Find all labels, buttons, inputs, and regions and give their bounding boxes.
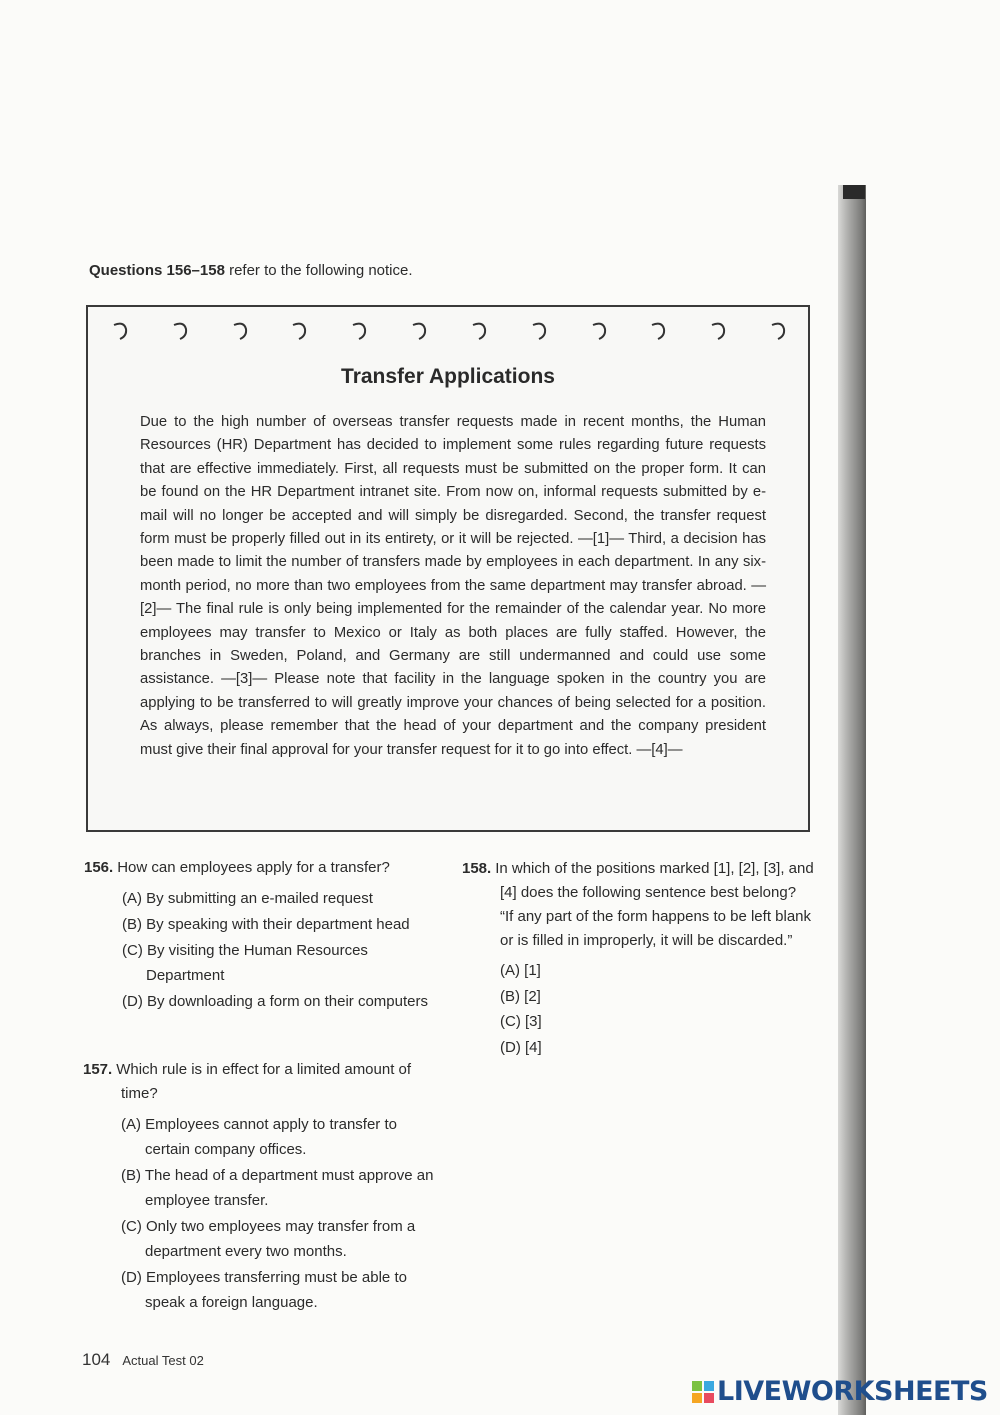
quoted-sentence: “If any part of the form happens to be left blank or is filled in improperly, it will be discarded.” <box>500 908 812 949</box>
question-text: Which rule is in effect for a limited amount of time? <box>116 1061 412 1102</box>
option-a[interactable]: (A) [1] <box>500 962 541 979</box>
ring-icon <box>529 319 551 343</box>
option-c[interactable]: (C) [3] <box>500 1013 542 1030</box>
ring-icon <box>289 319 311 343</box>
liveworksheets-watermark <box>692 1376 988 1407</box>
option-a[interactable]: (A) Employees cannot apply to transfer to certain company offices. <box>121 1116 397 1158</box>
options-list <box>84 886 444 1014</box>
page-footer <box>82 1350 204 1370</box>
intro-text: refer to the following notice. <box>224 262 413 279</box>
option-a[interactable]: (A) By submitting an e-mailed request <box>122 890 373 907</box>
question-number: 157. <box>83 1061 113 1078</box>
scan-page-edge-top <box>843 185 865 199</box>
questions-range: Questions 156–158 <box>89 262 225 279</box>
option-d[interactable]: (D) By downloading a form on their computers <box>122 993 428 1010</box>
notice-title: Transfer Applications <box>341 365 555 388</box>
ring-icon <box>589 319 611 343</box>
ring-icon <box>409 319 431 343</box>
liveworksheets-logo-icon <box>692 1381 714 1403</box>
option-d[interactable]: (D) [4] <box>500 1038 542 1056</box>
ring-icon <box>230 319 252 343</box>
option-c[interactable]: (C) Only two employees may transfer from a department every two months. <box>121 1218 416 1260</box>
ring-icon <box>170 319 192 343</box>
watermark-text: LIVEWORKSHEETS <box>717 1376 988 1407</box>
notice-body: Due to the high number of overseas transfer requests made in recent months, the Human Resources (HR) Department has decided to implement some rules regarding future requests that are effective immediately. First, all requests must be submitted on the proper form. It can be found on the HR Department intranet site. From now on, informal requests submitted by e-mail will no longer be accepted and will simply be disregarded. Second, the transfer request form must be properly filled out in its entirety, or it will be rejected. —[1]— Third, a decision has been made to limit the number of transfers made by employees in each department. In any six-month period, no more than two employees from the same department may transfer abroad. —[2]— The final rule is only being implemented for the remainder of the calendar year. No more employees may transfer to Mexico or Italy as both places are fully staffed. However, the branches in Sweden, Poland, and Germany are still undermanned and could use some assistance. —[3]— Please note that facility in the language spoken in the country you are applying to be transferred to will greatly improve your chances of being selected for a position. As always, please remember that the head of your department and the company president must give their final approval for your transfer request for it to go into effect. —[4]— <box>140 414 766 758</box>
question-number: 156. <box>84 859 114 876</box>
ring-icon <box>768 319 790 343</box>
ring-icon <box>469 319 491 343</box>
question-text: In which of the positions marked [1], [2], [3], and [4] does the following sentence best belong? <box>495 860 814 901</box>
option-b[interactable]: (B) The head of a department must approve an employee transfer. <box>121 1167 434 1209</box>
question-157 <box>83 1058 438 1316</box>
scan-page-edge-shadow <box>838 185 866 1415</box>
options-list <box>83 1112 438 1315</box>
notepad-rings <box>110 319 790 345</box>
section-label: Actual Test 02 <box>122 1353 204 1368</box>
question-stem <box>462 857 814 905</box>
option-b[interactable]: (B) By speaking with their department head <box>122 916 410 933</box>
questions-intro <box>89 262 413 279</box>
question-number: 158. <box>462 860 492 877</box>
options-list <box>462 959 814 1060</box>
question-stem <box>83 1058 438 1106</box>
ring-icon <box>708 319 730 343</box>
option-c[interactable]: (C) By visiting the Human Resources Department <box>122 942 368 984</box>
question-156 <box>84 856 444 1015</box>
ring-icon <box>349 319 371 343</box>
ring-icon <box>648 319 670 343</box>
option-b[interactable]: (B) [2] <box>500 987 541 1005</box>
ring-icon <box>110 319 132 343</box>
question-158 <box>462 857 814 1061</box>
question-text: How can employees apply for a transfer? <box>117 859 390 876</box>
question-stem <box>84 856 444 880</box>
notice-box <box>86 305 810 832</box>
page-number: 104 <box>82 1350 111 1369</box>
option-d[interactable]: (D) Employees transferring must be able to speak a foreign language. <box>121 1269 407 1311</box>
